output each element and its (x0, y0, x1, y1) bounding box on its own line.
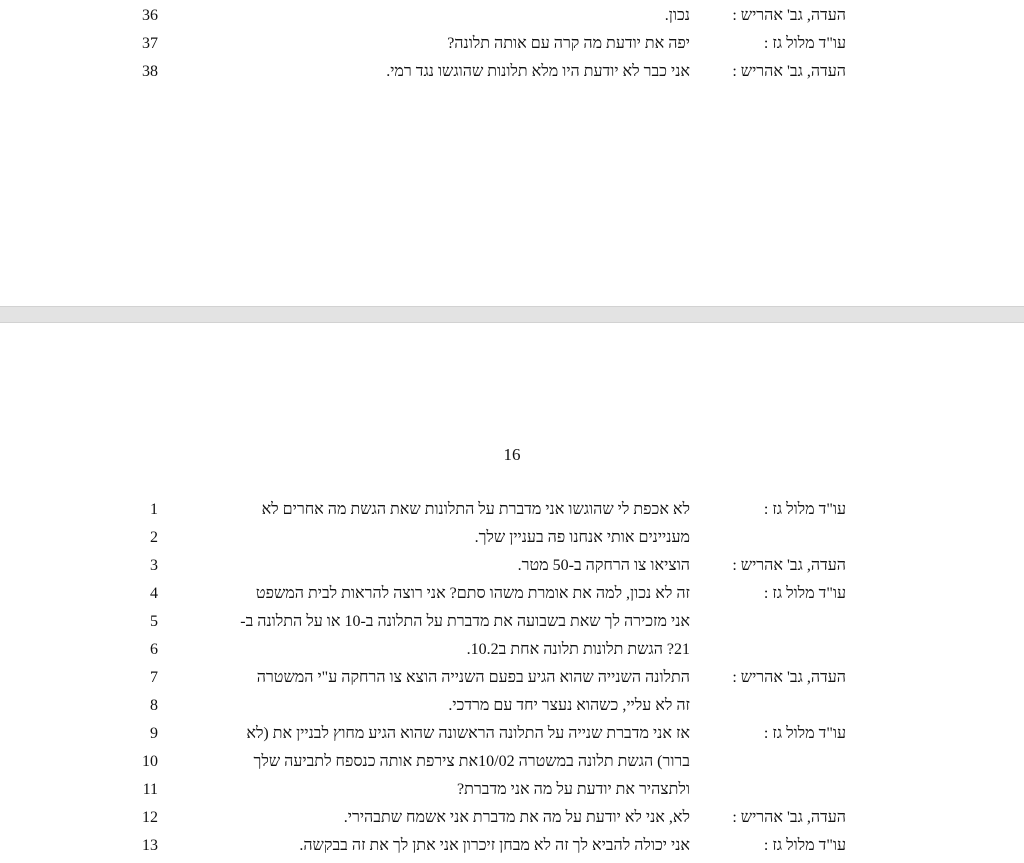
line-number: 8 (150, 697, 158, 714)
speaker-label: העדה, גב' אהריש : (732, 7, 846, 24)
line-number: 10 (142, 753, 158, 770)
line-number: 9 (150, 725, 158, 742)
line-text: נכון. (664, 7, 690, 24)
line-text: אני מזכירה לך שאת בשבועה את מדברת על התלונה ב-10 או על התלונה ב- (240, 613, 690, 630)
transcript-line (0, 804, 1024, 832)
line-text: 21? הגשת תלונות תלונה אחת ב10.2. (466, 641, 690, 658)
transcript-line (0, 30, 1024, 58)
line-text: התלונה השנייה שהוא הגיע בפעם השנייה הוצא צו הרחקה ע"י המשטרה (256, 669, 690, 686)
transcript-line (0, 608, 1024, 636)
transcript-line (0, 636, 1024, 664)
speaker-label: עו"ד מלול גז : (763, 725, 846, 742)
line-text: לא אכפת לי שהוגשו אני מדברת על התלונות שאת הגשת מה אחרים לא (261, 501, 690, 518)
transcript-line (0, 776, 1024, 804)
line-number: 3 (150, 557, 158, 574)
line-number: 7 (150, 669, 158, 686)
line-number: 12 (142, 809, 158, 826)
speaker-label: העדה, גב' אהריש : (732, 669, 846, 686)
line-text: ברור) הגשת תלונה במשטרה 10/02את צירפת אותה כנספח לתביעה שלך (253, 753, 690, 770)
line-text: הוציאו צו הרחקה ב-50 מטר. (517, 557, 690, 574)
page-separator (0, 306, 1024, 323)
speaker-label: העדה, גב' אהריש : (732, 63, 846, 80)
speaker-label: עו"ד מלול גז : (763, 837, 846, 854)
transcript-page-16 (0, 323, 1024, 863)
line-text: זה לא עליי, כשהוא נעצר יחד עם מרדכי. (448, 697, 690, 714)
line-text: ולתצהיר את יודעת על מה אני מדברת? (457, 781, 690, 798)
line-text: אני כבר לא יודעת היו מלא תלונות שהוגשו נגד רמי. (386, 63, 690, 80)
line-text: יפה את יודעת מה קרה עם אותה תלונה? (447, 35, 690, 52)
speaker-label: עו"ד מלול גז : (763, 585, 846, 602)
line-text: אז אני מדברת שנייה על התלונה הראשונה שהוא הגיע מחוץ לבניין את (לא (246, 725, 690, 742)
transcript-line (0, 552, 1024, 580)
line-text: מעניינים אותי אנחנו פה בעניין שלך. (474, 529, 690, 546)
transcript-line (0, 664, 1024, 692)
transcript-line (0, 58, 1024, 86)
speaker-label: עו"ד מלול גז : (763, 35, 846, 52)
transcript-line (0, 580, 1024, 608)
transcript-line (0, 692, 1024, 720)
line-number: 6 (150, 641, 158, 658)
line-number: 4 (150, 585, 158, 602)
page-number: 16 (503, 445, 521, 464)
line-number: 11 (142, 781, 158, 798)
speaker-label: העדה, גב' אהריש : (732, 809, 846, 826)
transcript-line (0, 524, 1024, 552)
line-number: 37 (142, 35, 158, 52)
line-text: אני יכולה להביא לך זה לא מבחן זיכרון אני אתן לך את זה בבקשה. (299, 837, 690, 854)
transcript-line (0, 832, 1024, 860)
line-number: 1 (150, 501, 158, 518)
line-text: לא, אני לא יודעת על מה את מדברת אני אשמח שתבהירי. (343, 809, 690, 826)
line-text: זה לא נכון, למה את אומרת משהו סתם? אני רוצה להראות לבית המשפט (255, 585, 690, 602)
transcript-line (0, 496, 1024, 524)
transcript-line (0, 748, 1024, 776)
speaker-label: העדה, גב' אהריש : (732, 557, 846, 574)
line-number: 36 (142, 7, 158, 24)
transcript-line (0, 720, 1024, 748)
line-number: 5 (150, 613, 158, 630)
line-number: 38 (142, 63, 158, 80)
speaker-label: עו"ד מלול גז : (763, 501, 846, 518)
line-number: 13 (142, 837, 158, 854)
transcript-line (0, 2, 1024, 30)
transcript-page-top (0, 0, 1024, 306)
line-number: 2 (150, 529, 158, 546)
